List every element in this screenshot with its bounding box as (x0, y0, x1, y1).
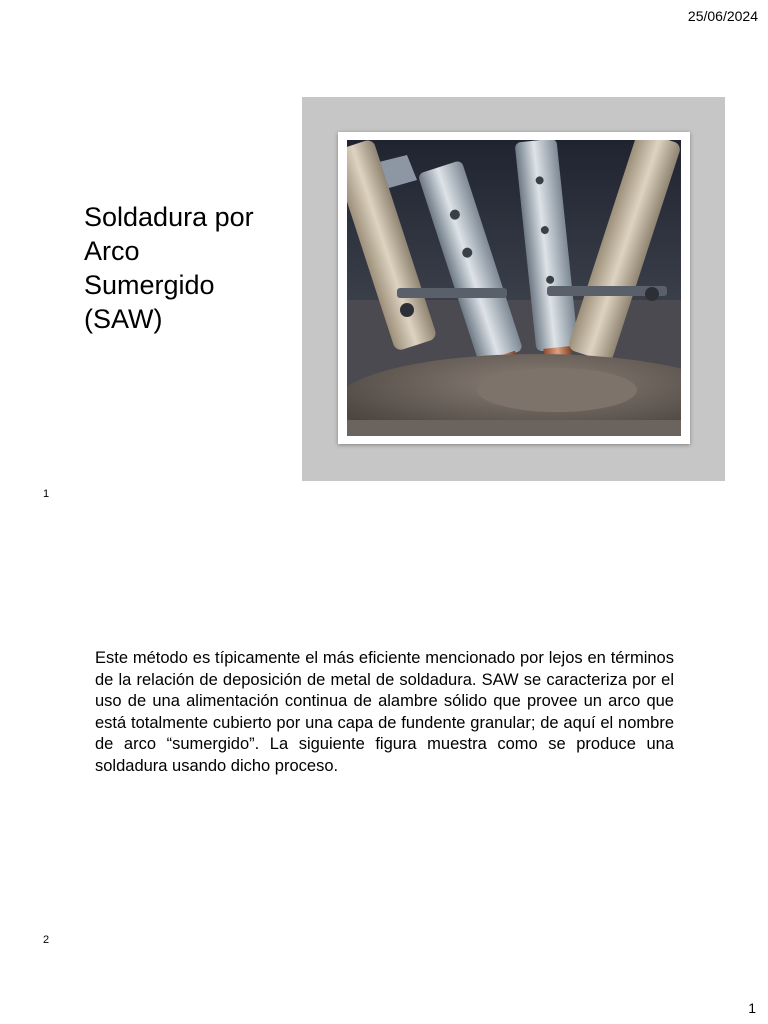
title-line: (SAW) (84, 304, 163, 334)
photo-frame (302, 97, 725, 481)
title-line: Soldadura por (84, 202, 254, 232)
title-line: Sumergido (84, 270, 215, 300)
slide-number: 1 (43, 488, 50, 500)
slide-number: 2 (43, 934, 50, 946)
page-number: 1 (748, 1000, 756, 1016)
header-date: 25/06/2024 (687, 8, 758, 24)
slide-title (84, 200, 294, 336)
title-line: Arco (84, 236, 140, 266)
slide-body-text: Este método es típicamente el más eficiente mencionado por lejos en términos de la relación de deposición de metal de soldadura. SAW se caracteriza por el uso de una alimentación continua de alambre sólido que provee un arco que está totalmente cubierto por una capa de fundente granular; de aquí el nombre de arco “sumergido”. La siguiente figura muestra como se produce una soldadura usando dicho proceso. (95, 649, 674, 775)
saw-welding-photo (347, 140, 681, 436)
photo-mat (338, 132, 690, 444)
